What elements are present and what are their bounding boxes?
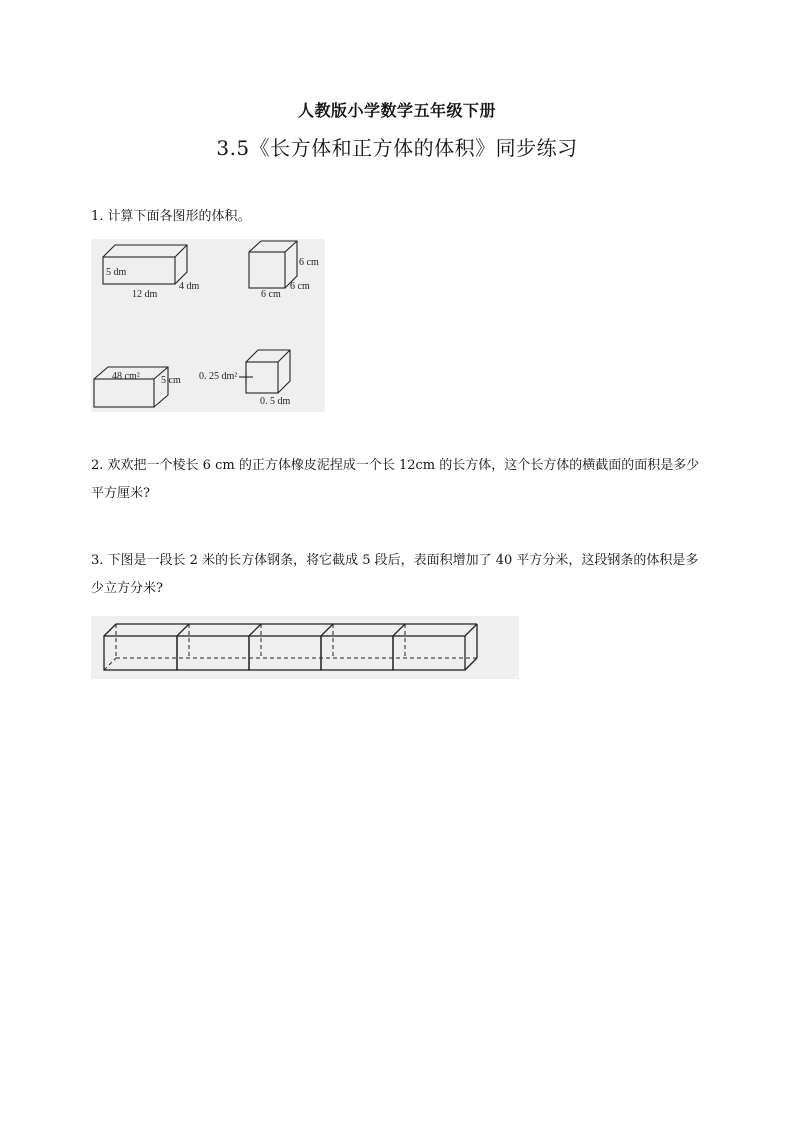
label-cube2-area: 0. 25 dm²	[199, 371, 238, 382]
label-cube1-width: 6 cm	[290, 281, 310, 292]
label-prism-height: 5 cm	[161, 375, 181, 386]
question-1	[91, 203, 706, 231]
steel-bar-hidden-edges	[104, 624, 477, 670]
label-box1-height: 5 dm	[106, 267, 127, 278]
question-1-number: 1.	[91, 209, 104, 224]
page-subtitle: 3.5《长方体和正方体的体积》同步练习	[216, 136, 578, 160]
question-2	[91, 452, 706, 508]
steel-bar-svg	[91, 616, 519, 679]
label-cube2-edge: 0. 5 dm	[260, 396, 291, 407]
question-2-number: 2.	[91, 458, 104, 473]
page-title: 人教版小学数学五年级下册	[297, 101, 496, 120]
steel-bar-segments	[104, 624, 477, 670]
label-box1-width: 4 dm	[179, 281, 200, 292]
question-2-text: 欢欢把一个棱长 6 cm 的正方体橡皮泥捏成一个长 12cm 的长方体，这个长方体的横截面的面积是多少平方厘米?	[91, 458, 700, 501]
label-box1-length: 12 dm	[132, 289, 158, 300]
label-cube1-length: 6 cm	[261, 289, 281, 300]
question-1-figure	[91, 239, 325, 412]
question-3-number: 3.	[91, 553, 104, 568]
question-1-figure-svg	[91, 239, 325, 412]
question-1-text: 计算下面各图形的体积。	[107, 209, 251, 224]
cube-0.5dm	[239, 350, 290, 393]
label-prism-area: 48 cm²	[112, 371, 140, 382]
question-3-text: 下图是一段长 2 米的长方体钢条，将它截成 5 段后，表面积增加了 40 平方分米，这段钢条的体积是多少立方分米?	[91, 553, 699, 596]
box-12x4x5	[103, 245, 187, 284]
question-3	[91, 547, 706, 603]
label-cube1-height: 6 cm	[299, 257, 319, 268]
question-3-figure	[91, 616, 519, 679]
